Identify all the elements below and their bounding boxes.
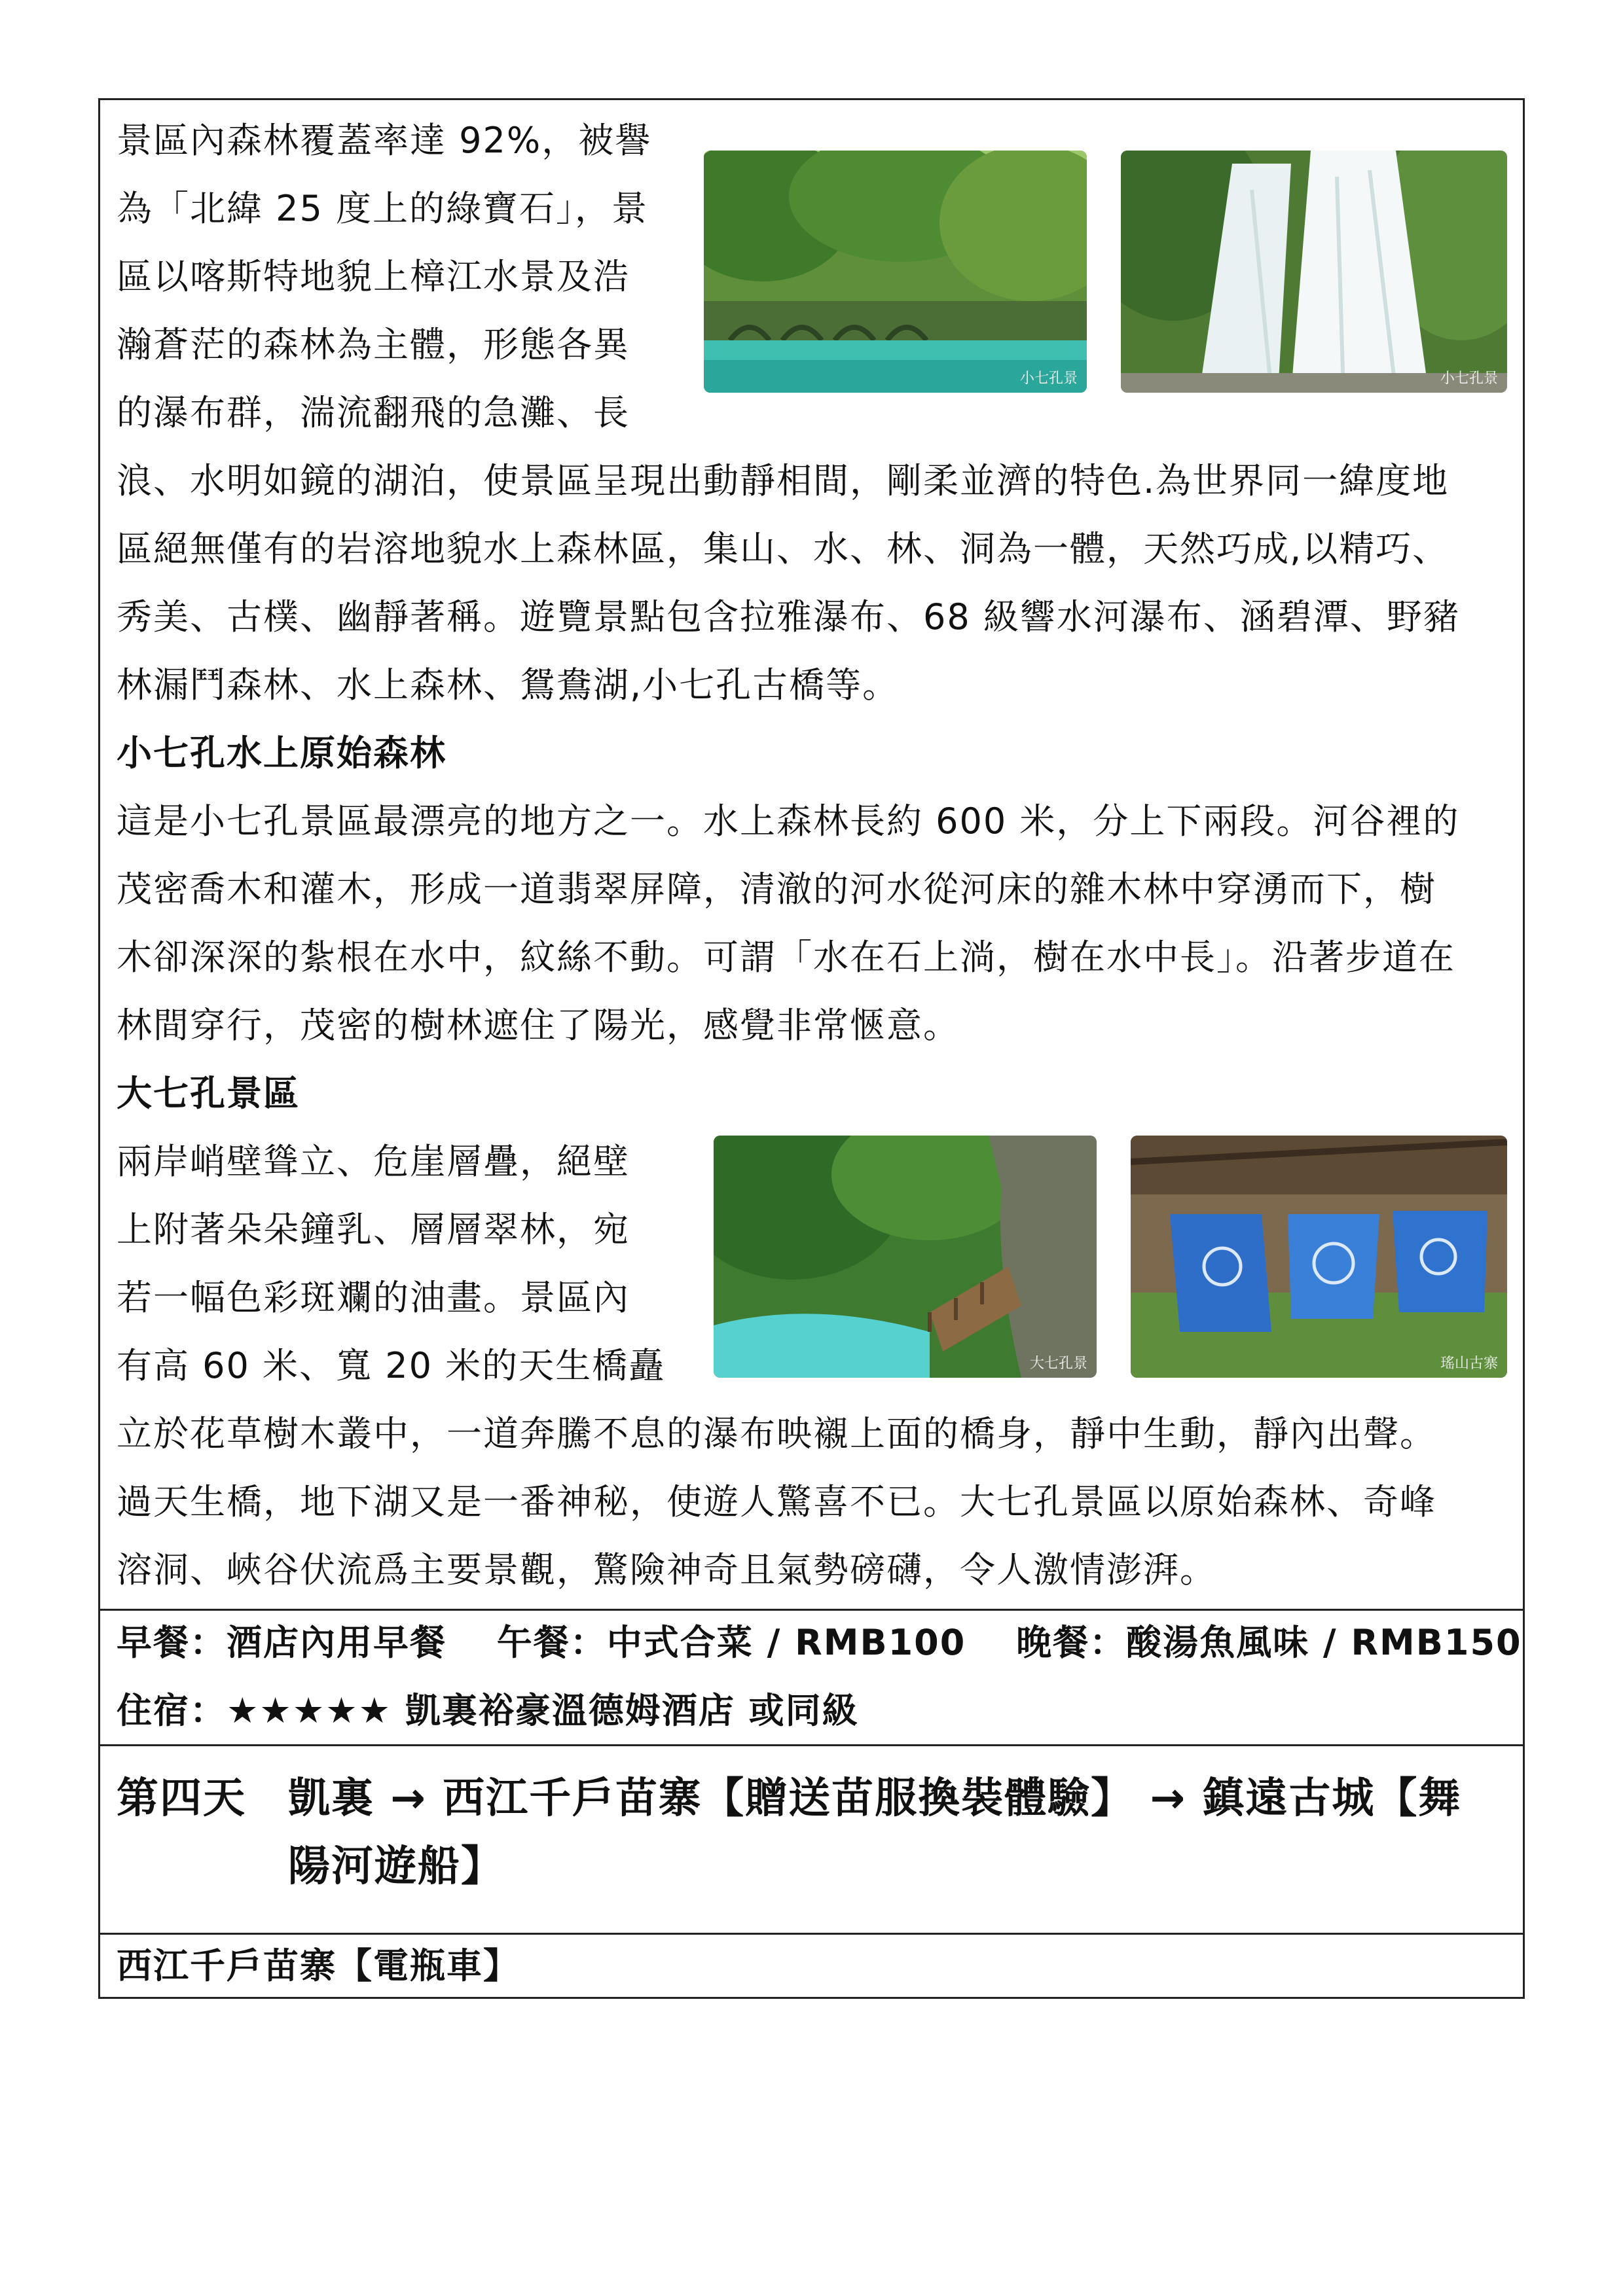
section-heading-big-seven: 大七孔景區 [117, 1073, 300, 1114]
intro-line: 區絕無僅有的岩溶地貌水上森林區，集山、水、林、洞為一體，天然巧成,以精巧、 [117, 528, 1450, 569]
attraction-item: 西江千戶苗寨【電瓶車】 [117, 1945, 520, 1986]
section1-line: 這是小七孔景區最漂亮的地方之一。水上森林長約 600 米，分上下兩段。河谷裡的 [117, 800, 1460, 842]
photo-caption: 大七孔景 [1029, 1355, 1087, 1372]
section2-line: 溶洞、峽谷伏流爲主要景觀，驚險神奇且氣勢磅礴，令人激情澎湃。 [117, 1549, 1216, 1590]
photo-indigo-cloth [1131, 1136, 1507, 1378]
section2-line: 過天生橋，地下湖又是一番神秘，使遊人驚喜不已。大七孔景區以原始森林、奇峰 [117, 1481, 1436, 1522]
photo-gorge-river [714, 1136, 1097, 1378]
intro-line: 浪、水明如鏡的湖泊，使景區呈現出動靜相間，剛柔並濟的特色.為世界同一緯度地 [117, 460, 1450, 501]
day-title-line1: 凱裏 → 西江千戶苗寨【贈送苗服換裝體驗】 → 鎮遠古城【舞 [288, 1774, 1462, 1823]
intro-line: 區以喀斯特地貌上樟江水景及浩 [117, 256, 630, 297]
intro-line: 林漏鬥森林、水上森林、鴛鴦湖,小七孔古橋等。 [117, 664, 900, 706]
intro-line: 景區內森林覆蓋率達 92%，被譽 [117, 120, 652, 161]
table-divider-item [98, 1933, 1525, 1935]
intro-line: 為「北緯 25 度上的綠寶石」，景 [117, 188, 649, 229]
intro-line: 的瀑布群，湍流翻飛的急灘、長 [117, 392, 630, 433]
section1-line: 林間穿行，茂密的樹林遮住了陽光，感覺非常愜意。 [117, 1005, 960, 1046]
section2-line: 若一幅色彩斑斕的油畫。景區內 [117, 1277, 630, 1318]
section2-line: 上附著朵朵鐘乳、層層翠林，宛 [117, 1209, 630, 1250]
photo-caption: 小七孔景 [1440, 370, 1498, 387]
photo-waterfall [1121, 151, 1507, 393]
lodging-line: 住宿：★★★★★ 凱裏裕豪溫德姆酒店 或同級 [117, 1690, 859, 1731]
day-label: 第四天 [117, 1774, 246, 1823]
section1-line: 木卻深深的紮根在水中，紋絲不動。可謂「水在石上淌，樹在水中長」。沿著步道在 [117, 937, 1455, 978]
section2-line: 有高 60 米、寬 20 米的天生橋矗 [117, 1345, 666, 1386]
section1-line: 茂密喬木和灌木，形成一道翡翠屏障，清澈的河水從河床的雜木林中穿湧而下，樹 [117, 869, 1436, 910]
photo-forest-bridge [704, 151, 1087, 393]
meals-line: 早餐：酒店內用早餐 午餐：中式合菜 / RMB100 晚餐：酸湯魚風味 / RMB150 [117, 1622, 1522, 1663]
section2-line: 立於花草樹木叢中，一道奔騰不息的瀑布映襯上面的橋身，靜中生動，靜內出聲。 [117, 1413, 1436, 1454]
intro-line: 瀚蒼茫的森林為主體，形態各異 [117, 324, 630, 365]
photo-caption: 瑤山古寨 [1440, 1355, 1498, 1372]
intro-line: 秀美、古樸、幽靜著稱。遊覽景點包含拉雅瀑布、68 級響水河瀑布、涵碧潭、野豬 [117, 596, 1460, 637]
section2-line: 兩岸峭壁聳立、危崖層疊，絕壁 [117, 1141, 630, 1182]
table-divider-meals [98, 1609, 1525, 1611]
table-divider-day4 [98, 1744, 1525, 1746]
day-title-line2: 陽河遊船】 [288, 1842, 504, 1891]
section-heading-water-forest: 小七孔水上原始森林 [117, 732, 447, 774]
photo-caption: 小七孔景 [1019, 370, 1078, 387]
